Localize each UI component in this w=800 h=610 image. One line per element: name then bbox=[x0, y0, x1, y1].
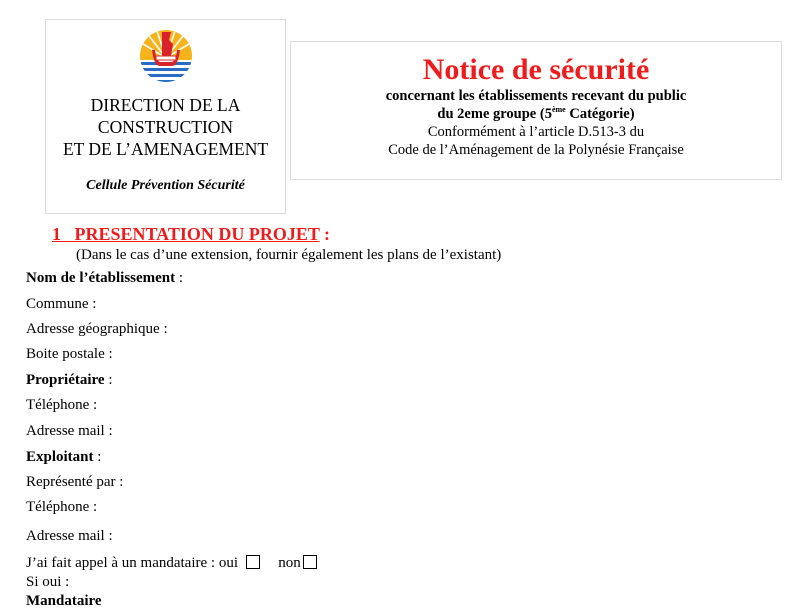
polynesia-coat-of-arms-icon bbox=[138, 28, 194, 84]
section-note: (Dans le cas d’une extension, fournir également les plans de l’existant) bbox=[76, 247, 502, 263]
notice-title: Notice de sécurité bbox=[422, 53, 650, 86]
unit-name: Cellule Prévention Sécurité bbox=[86, 178, 245, 193]
field-telephone-2: Téléphone : bbox=[26, 499, 98, 515]
notice-box bbox=[290, 41, 782, 180]
field-mail-2: Adresse mail : bbox=[26, 528, 113, 544]
field-si-oui: Si oui : bbox=[26, 574, 70, 590]
field-proprietaire: Propriétaire : bbox=[26, 372, 113, 388]
notice-subtitle-2: du 2eme groupe (5ème Catégorie) bbox=[437, 105, 635, 122]
field-boite-postale: Boite postale : bbox=[26, 346, 113, 362]
non-checkbox[interactable] bbox=[303, 555, 317, 569]
field-commune: Commune : bbox=[26, 296, 97, 312]
field-nom: Nom de l’établissement : bbox=[26, 270, 184, 286]
notice-code: Code de l’Aménagement de la Polynésie Française bbox=[388, 142, 684, 158]
field-adresse-geo: Adresse géographique : bbox=[26, 321, 168, 337]
field-mandataire: Mandataire bbox=[26, 593, 102, 609]
notice-subtitle-1: concernant les établissements recevant du public bbox=[385, 88, 687, 104]
field-mandataire-question: J’ai fait appel à un mandataire : oui non bbox=[26, 555, 317, 572]
field-represente: Représenté par : bbox=[26, 474, 124, 490]
organization-box bbox=[45, 19, 286, 214]
oui-checkbox[interactable] bbox=[246, 555, 260, 569]
section-heading: 1 PRESENTATION DU PROJET : bbox=[52, 224, 331, 244]
field-mail-1: Adresse mail : bbox=[26, 423, 113, 439]
organization-name: DIRECTION DE LA CONSTRUCTION ET DE L’AMENAGEMENT bbox=[62, 95, 269, 159]
field-exploitant: Exploitant : bbox=[26, 449, 102, 465]
field-telephone-1: Téléphone : bbox=[26, 397, 98, 413]
notice-article: Conformément à l’article D.513-3 du bbox=[427, 124, 645, 140]
